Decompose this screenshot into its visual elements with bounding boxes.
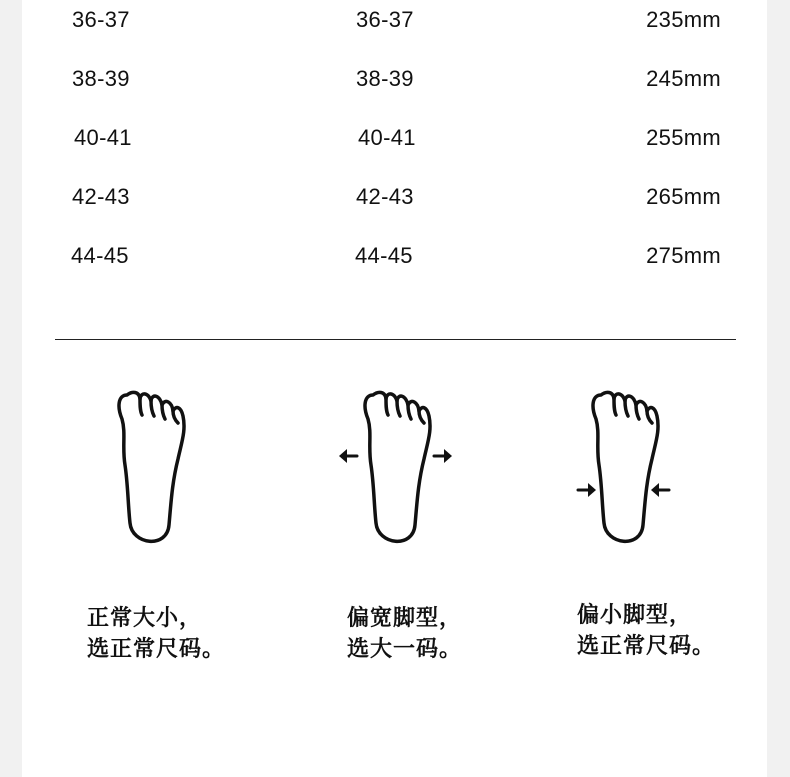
size-guide-page	[22, 0, 767, 777]
caption-line: 偏小脚型，	[577, 602, 693, 627]
foot-wide-icon	[338, 385, 478, 555]
foot-length-cell: 265mm	[646, 184, 721, 209]
eu-size-cell: 40-41	[74, 125, 132, 150]
eu-size-cell: 42-43	[72, 184, 130, 209]
table-row	[22, 241, 767, 271]
foot-length-cell: 245mm	[646, 66, 721, 91]
table-row	[22, 123, 767, 153]
caption-line: 正常大小，	[87, 605, 203, 630]
caption-line: 选大一码。	[347, 636, 463, 661]
caption-line: 选正常尺码。	[577, 633, 716, 658]
cn-size-cell: 36-37	[356, 7, 414, 32]
table-row	[22, 182, 767, 212]
cn-size-cell: 42-43	[356, 184, 414, 209]
cn-size-cell: 38-39	[356, 66, 414, 91]
arrow-right-icon	[434, 449, 452, 463]
cn-size-cell: 44-45	[355, 243, 413, 268]
foot-length-cell: 255mm	[646, 125, 721, 150]
table-row	[22, 5, 767, 35]
section-divider	[55, 339, 736, 340]
table-row	[22, 64, 767, 94]
foot-length-cell: 275mm	[646, 243, 721, 268]
foot-caption-wide	[347, 602, 462, 664]
eu-size-cell: 44-45	[71, 243, 129, 268]
arrow-inward-left-icon	[651, 483, 669, 497]
foot-length-cell: 235mm	[646, 7, 721, 32]
foot-narrow-icon	[574, 385, 714, 555]
eu-size-cell: 36-37	[72, 7, 130, 32]
eu-size-cell: 38-39	[72, 66, 130, 91]
cn-size-cell: 40-41	[358, 125, 416, 150]
caption-line: 选正常尺码。	[87, 636, 226, 661]
caption-line: 偏宽脚型，	[347, 605, 463, 630]
foot-caption-narrow	[577, 599, 715, 661]
foot-caption-normal	[87, 602, 225, 664]
arrow-left-icon	[339, 449, 357, 463]
foot-normal-icon	[82, 385, 222, 555]
arrow-inward-right-icon	[578, 483, 596, 497]
